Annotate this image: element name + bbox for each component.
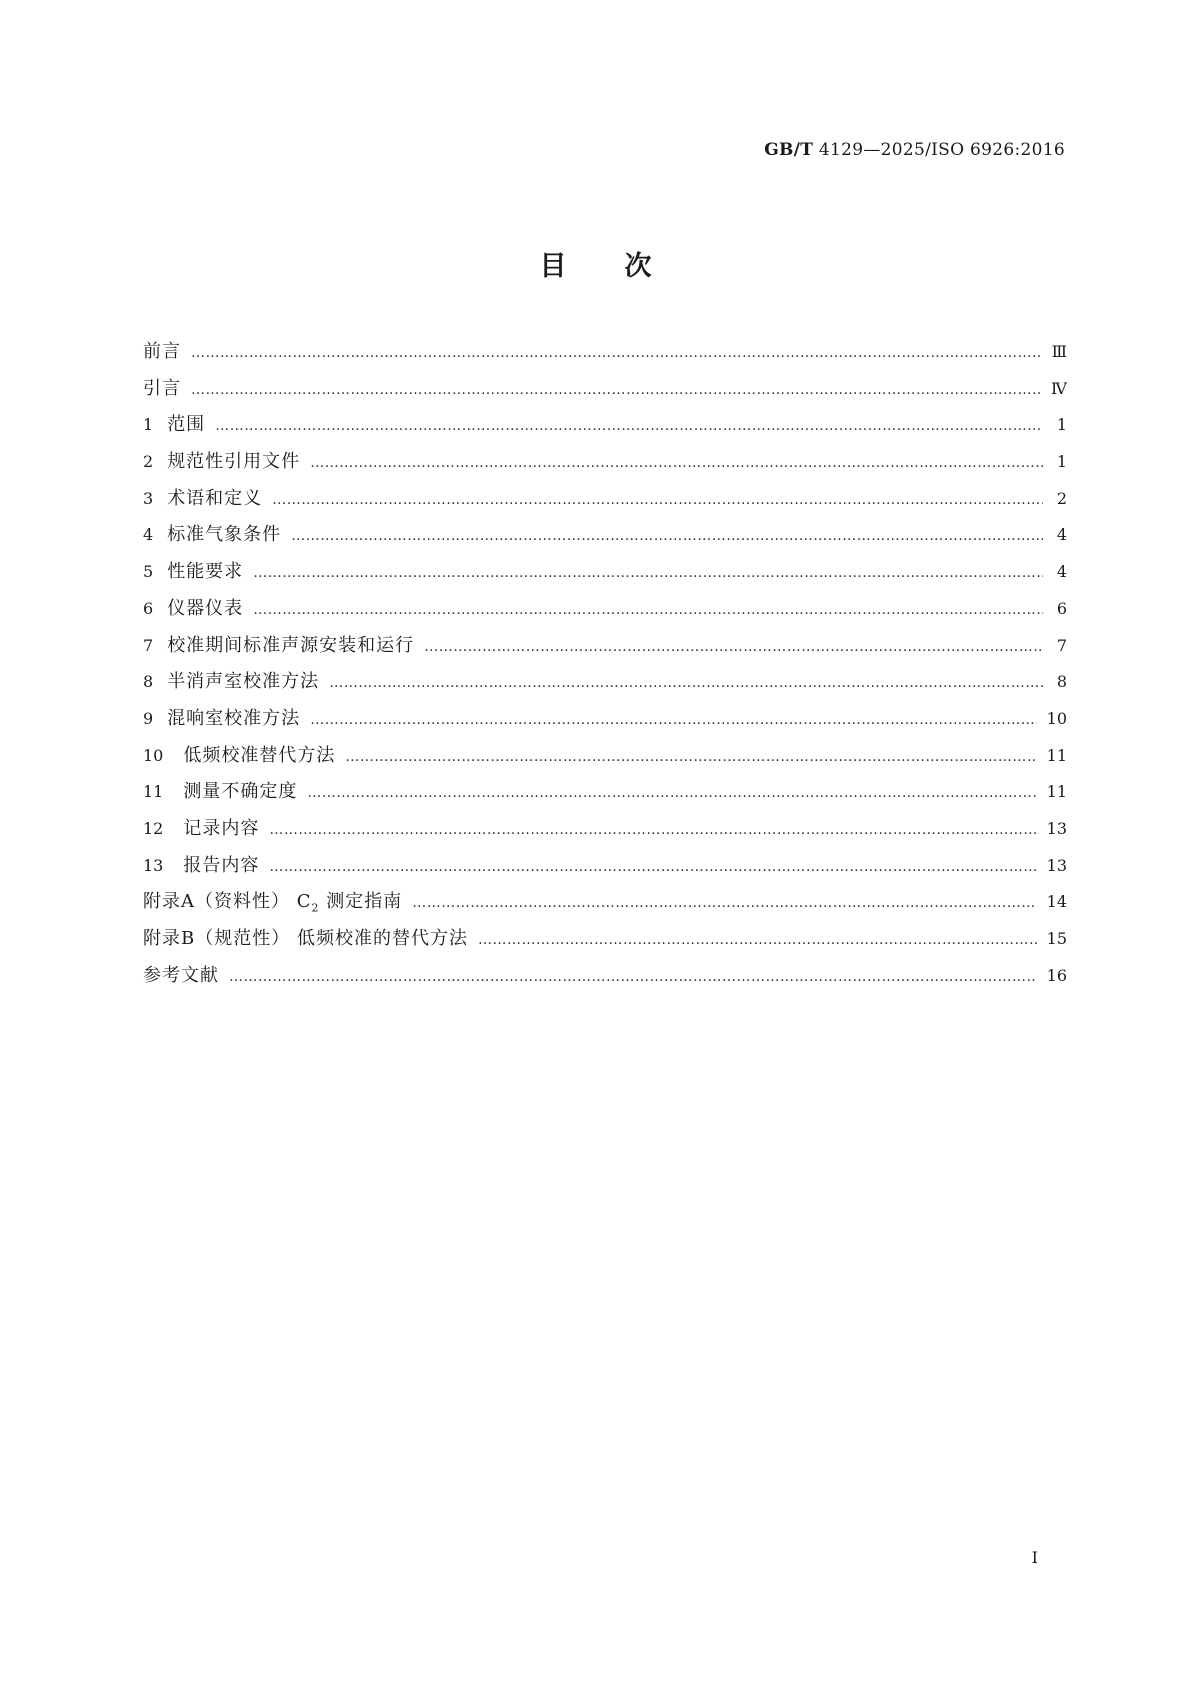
toc-entry-label: 性能要求 — [167, 561, 244, 583]
toc-entry-page: 6 — [1056, 598, 1067, 618]
toc-entry-12[interactable] — [143, 814, 1067, 851]
toc-entry-label: 仪器仪表 — [167, 597, 244, 619]
toc-entry-number: 10 — [143, 745, 164, 765]
toc-leader — [291, 528, 1043, 544]
toc-leader — [307, 785, 1036, 801]
toc-entry-introduction[interactable] — [143, 374, 1067, 411]
toc-entry-13[interactable] — [143, 851, 1067, 888]
toc-entry-page: 8 — [1056, 672, 1067, 692]
toc-entry-page: 15 — [1046, 929, 1067, 948]
toc-entry-6[interactable] — [143, 594, 1067, 631]
toc-entry-page: 11 — [1046, 745, 1067, 765]
toc-entry-number: 5 — [143, 562, 154, 582]
toc-entry-number: 7 — [143, 635, 154, 655]
toc-entry-number: 11 — [143, 782, 164, 802]
toc-leader — [229, 969, 1037, 985]
page-title: 目次 — [539, 251, 710, 282]
toc-entry-page: Ⅳ — [1051, 378, 1067, 398]
toc-entry-page: 4 — [1056, 525, 1067, 545]
toc-leader — [329, 675, 1043, 691]
toc-entry-7[interactable] — [143, 631, 1067, 668]
toc-entry-number: 6 — [143, 598, 154, 618]
toc-entry-11[interactable] — [143, 777, 1067, 814]
toc-entry-page: 2 — [1056, 488, 1067, 508]
toc-entry-page: 14 — [1046, 892, 1067, 912]
toc-entry-number: 9 — [143, 708, 154, 728]
toc-entry-page: 13 — [1046, 855, 1067, 875]
toc-entry-label — [143, 887, 402, 915]
toc-entry-label: 报告内容 — [183, 854, 260, 876]
toc-leader — [272, 492, 1043, 508]
toc-entry-label: 范围 — [167, 414, 206, 436]
toc-entry-page: 11 — [1046, 782, 1067, 802]
toc-entry-label: 测量不确定度 — [183, 781, 298, 803]
toc-entry-label: 参考文献 — [143, 964, 219, 986]
toc-leader — [310, 455, 1043, 471]
toc-leader — [478, 932, 1037, 948]
toc-entry-page: 1 — [1056, 415, 1067, 435]
toc-entry-label: 标准气象条件 — [167, 524, 282, 546]
toc-entry-label: 半消声室校准方法 — [167, 671, 320, 693]
toc-entry-label: 引言 — [143, 377, 181, 399]
toc-entry-label: 低频校准替代方法 — [183, 744, 336, 766]
toc-entry-10[interactable] — [143, 741, 1067, 778]
toc-entry-8[interactable] — [143, 667, 1067, 704]
toc-leader — [412, 895, 1036, 911]
toc-entry-number: 1 — [143, 415, 154, 435]
toc-entry-page: 16 — [1046, 965, 1067, 985]
toc-entry-page: 4 — [1056, 562, 1067, 582]
toc-entry-2[interactable] — [143, 447, 1067, 484]
toc-entry-page: 7 — [1056, 635, 1067, 655]
toc-entry-label: 记录内容 — [183, 817, 260, 839]
toc-entry-label: 混响室校准方法 — [167, 707, 301, 729]
toc-entry-number: 8 — [143, 672, 154, 692]
toc-entry-number: 12 — [143, 818, 164, 838]
annex-a-suffix: 测定指南 — [319, 891, 403, 913]
toc-entry-9[interactable] — [143, 704, 1067, 741]
toc-entry-annex-a[interactable] — [143, 887, 1067, 924]
page-number: Ⅰ — [1031, 1548, 1038, 1567]
annex-a-prefix: 附录A（资料性） C — [143, 891, 312, 913]
table-of-contents — [143, 337, 1067, 997]
toc-entry-foreword[interactable] — [143, 337, 1067, 374]
document-code — [764, 140, 1065, 160]
toc-entry-number: 3 — [143, 488, 154, 508]
toc-entry-page: Ⅲ — [1051, 342, 1067, 361]
toc-entry-3[interactable] — [143, 484, 1067, 521]
toc-entry-1[interactable] — [143, 410, 1067, 447]
toc-leader — [215, 418, 1043, 434]
toc-entry-label: 校准期间标准声源安装和运行 — [167, 634, 415, 656]
toc-entry-label: 附录B（规范性） 低频校准的替代方法 — [143, 928, 468, 949]
toc-entry-annex-b[interactable] — [143, 924, 1067, 961]
toc-entry-number: 13 — [143, 855, 164, 875]
toc-entry-page: 1 — [1056, 452, 1067, 472]
toc-entry-number: 4 — [143, 525, 154, 545]
document-code-prefix: GB/T — [764, 140, 814, 160]
toc-entry-4[interactable] — [143, 520, 1067, 557]
toc-leader — [310, 712, 1036, 728]
toc-leader — [253, 565, 1043, 581]
document-code-number: 4129—2025/ISO 6926:2016 — [818, 140, 1065, 160]
toc-leader — [424, 639, 1043, 655]
toc-leader — [191, 382, 1041, 398]
toc-entry-bibliography[interactable] — [143, 961, 1067, 998]
toc-entry-page: 13 — [1046, 818, 1067, 838]
toc-leader — [269, 822, 1036, 838]
toc-entry-page: 10 — [1046, 708, 1067, 728]
toc-entry-label: 术语和定义 — [167, 487, 263, 509]
toc-entry-5[interactable] — [143, 557, 1067, 594]
toc-leader — [345, 749, 1036, 765]
toc-entry-label: 规范性引用文件 — [167, 451, 301, 473]
toc-entry-number: 2 — [143, 452, 154, 472]
toc-leader — [253, 602, 1043, 618]
toc-leader — [269, 859, 1036, 875]
toc-entry-label: 前言 — [143, 341, 181, 362]
annex-a-subscript: 2 — [311, 901, 320, 915]
toc-leader — [191, 345, 1042, 361]
